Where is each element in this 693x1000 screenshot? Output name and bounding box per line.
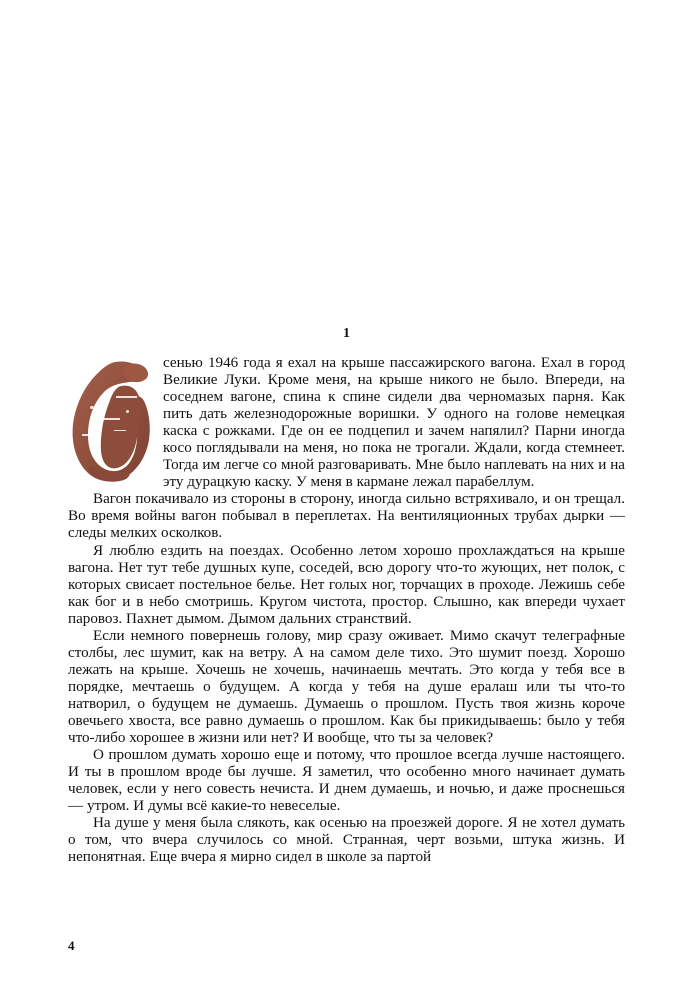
paragraph bbox=[68, 628, 625, 747]
paragraph-text: Я люблю ездить на поездах. Особенно летом хорошо прохлаждаться на крыше вагона. Нет тут тебе душных купе, соседей, всю дорогу что-то жующих, нет полок, с которых свисает постельное белье. Нет голых ног, торчащих в проходе. Лежишь себе как бог и в небо смотришь. Кругом чистота, простор. Слышно, как впереди чухает паровоз. Пахнет дымом. Дымом дальних странствий. bbox=[68, 542, 625, 627]
body-text-block bbox=[68, 355, 625, 866]
paragraph bbox=[68, 815, 625, 866]
page-number: 4 bbox=[68, 938, 75, 953]
paragraph-text: О прошлом думать хорошо еще и потому, что прошлое всегда лучше настоящего. И ты в прошлом вроде бы лучше. Я заметил, что особенно много начинает думать человек, если у него совесть нечиста. И днем думаешь, и ночью, и даже проснешься — утром. И думы всё какие-то невеселые. bbox=[68, 747, 625, 815]
paragraph bbox=[68, 543, 625, 628]
section-number: 1 bbox=[343, 326, 350, 341]
paragraph-text: На душе у меня была слякоть, как осенью на проезжей дороге. Я не хотел думать о том, что вчера случилось со мной. Странная, черт возьми, штука жизнь. И непонятная. Еще вчера я мирно сидел в школе за партой bbox=[68, 815, 625, 866]
paragraph bbox=[68, 491, 625, 542]
paragraph bbox=[68, 747, 625, 815]
paragraph-text: Если немного повернешь голову, мир сразу оживает. Мимо скачут телеграфные столбы, лес шумит, как на ветру. А на самом деле тихо. Это шумит поезд. Хорошо лежать на крыше. Хочешь не хочешь, начинаешь мечтать. Это когда у тебя все в порядке, мечтаешь о будущем. А когда у тебя на душе ералаш или ты что-то натворил, о будущем не думаешь. Думаешь о прошлом. Пусть твоя жизнь короче овечьего хвоста, все равно думаешь о прошлом. Как бы прикидываешь: было у тебя что-либо хорошее в жизни или нет? И вообще, что ты за человек? bbox=[68, 627, 625, 747]
paragraph-text: сенью 1946 года я ехал на крыше пассажирского вагона. Ехал в город Великие Луки. Кроме меня, на крыше никого не было. Впереди, на соседнем вагоне, спина к спине сидели два черномазых парня. Как пить дать железнодорожные воришки. У одного на голове немецкая каска с рожками. Где он ее подцепил и зачем напялил? Парни иногда косо поглядывали на меня, но пока не трогали. Ждали, когда стемнеет. Тогда им легче со мной разговаривать. Мне было наплевать на них и на эту дурацкую каску. У меня в кармане лежал парабеллум. bbox=[163, 355, 625, 491]
paragraph-text: Вагон покачивало из стороны в сторону, иногда сильно встряхивало, и он трещал. Во время войны вагон побывал в переплетах. На вентиляционных трубах дырки — следы мелких осколков. bbox=[68, 491, 625, 542]
dropcap-letter-o bbox=[68, 358, 154, 484]
paragraph bbox=[68, 355, 625, 491]
